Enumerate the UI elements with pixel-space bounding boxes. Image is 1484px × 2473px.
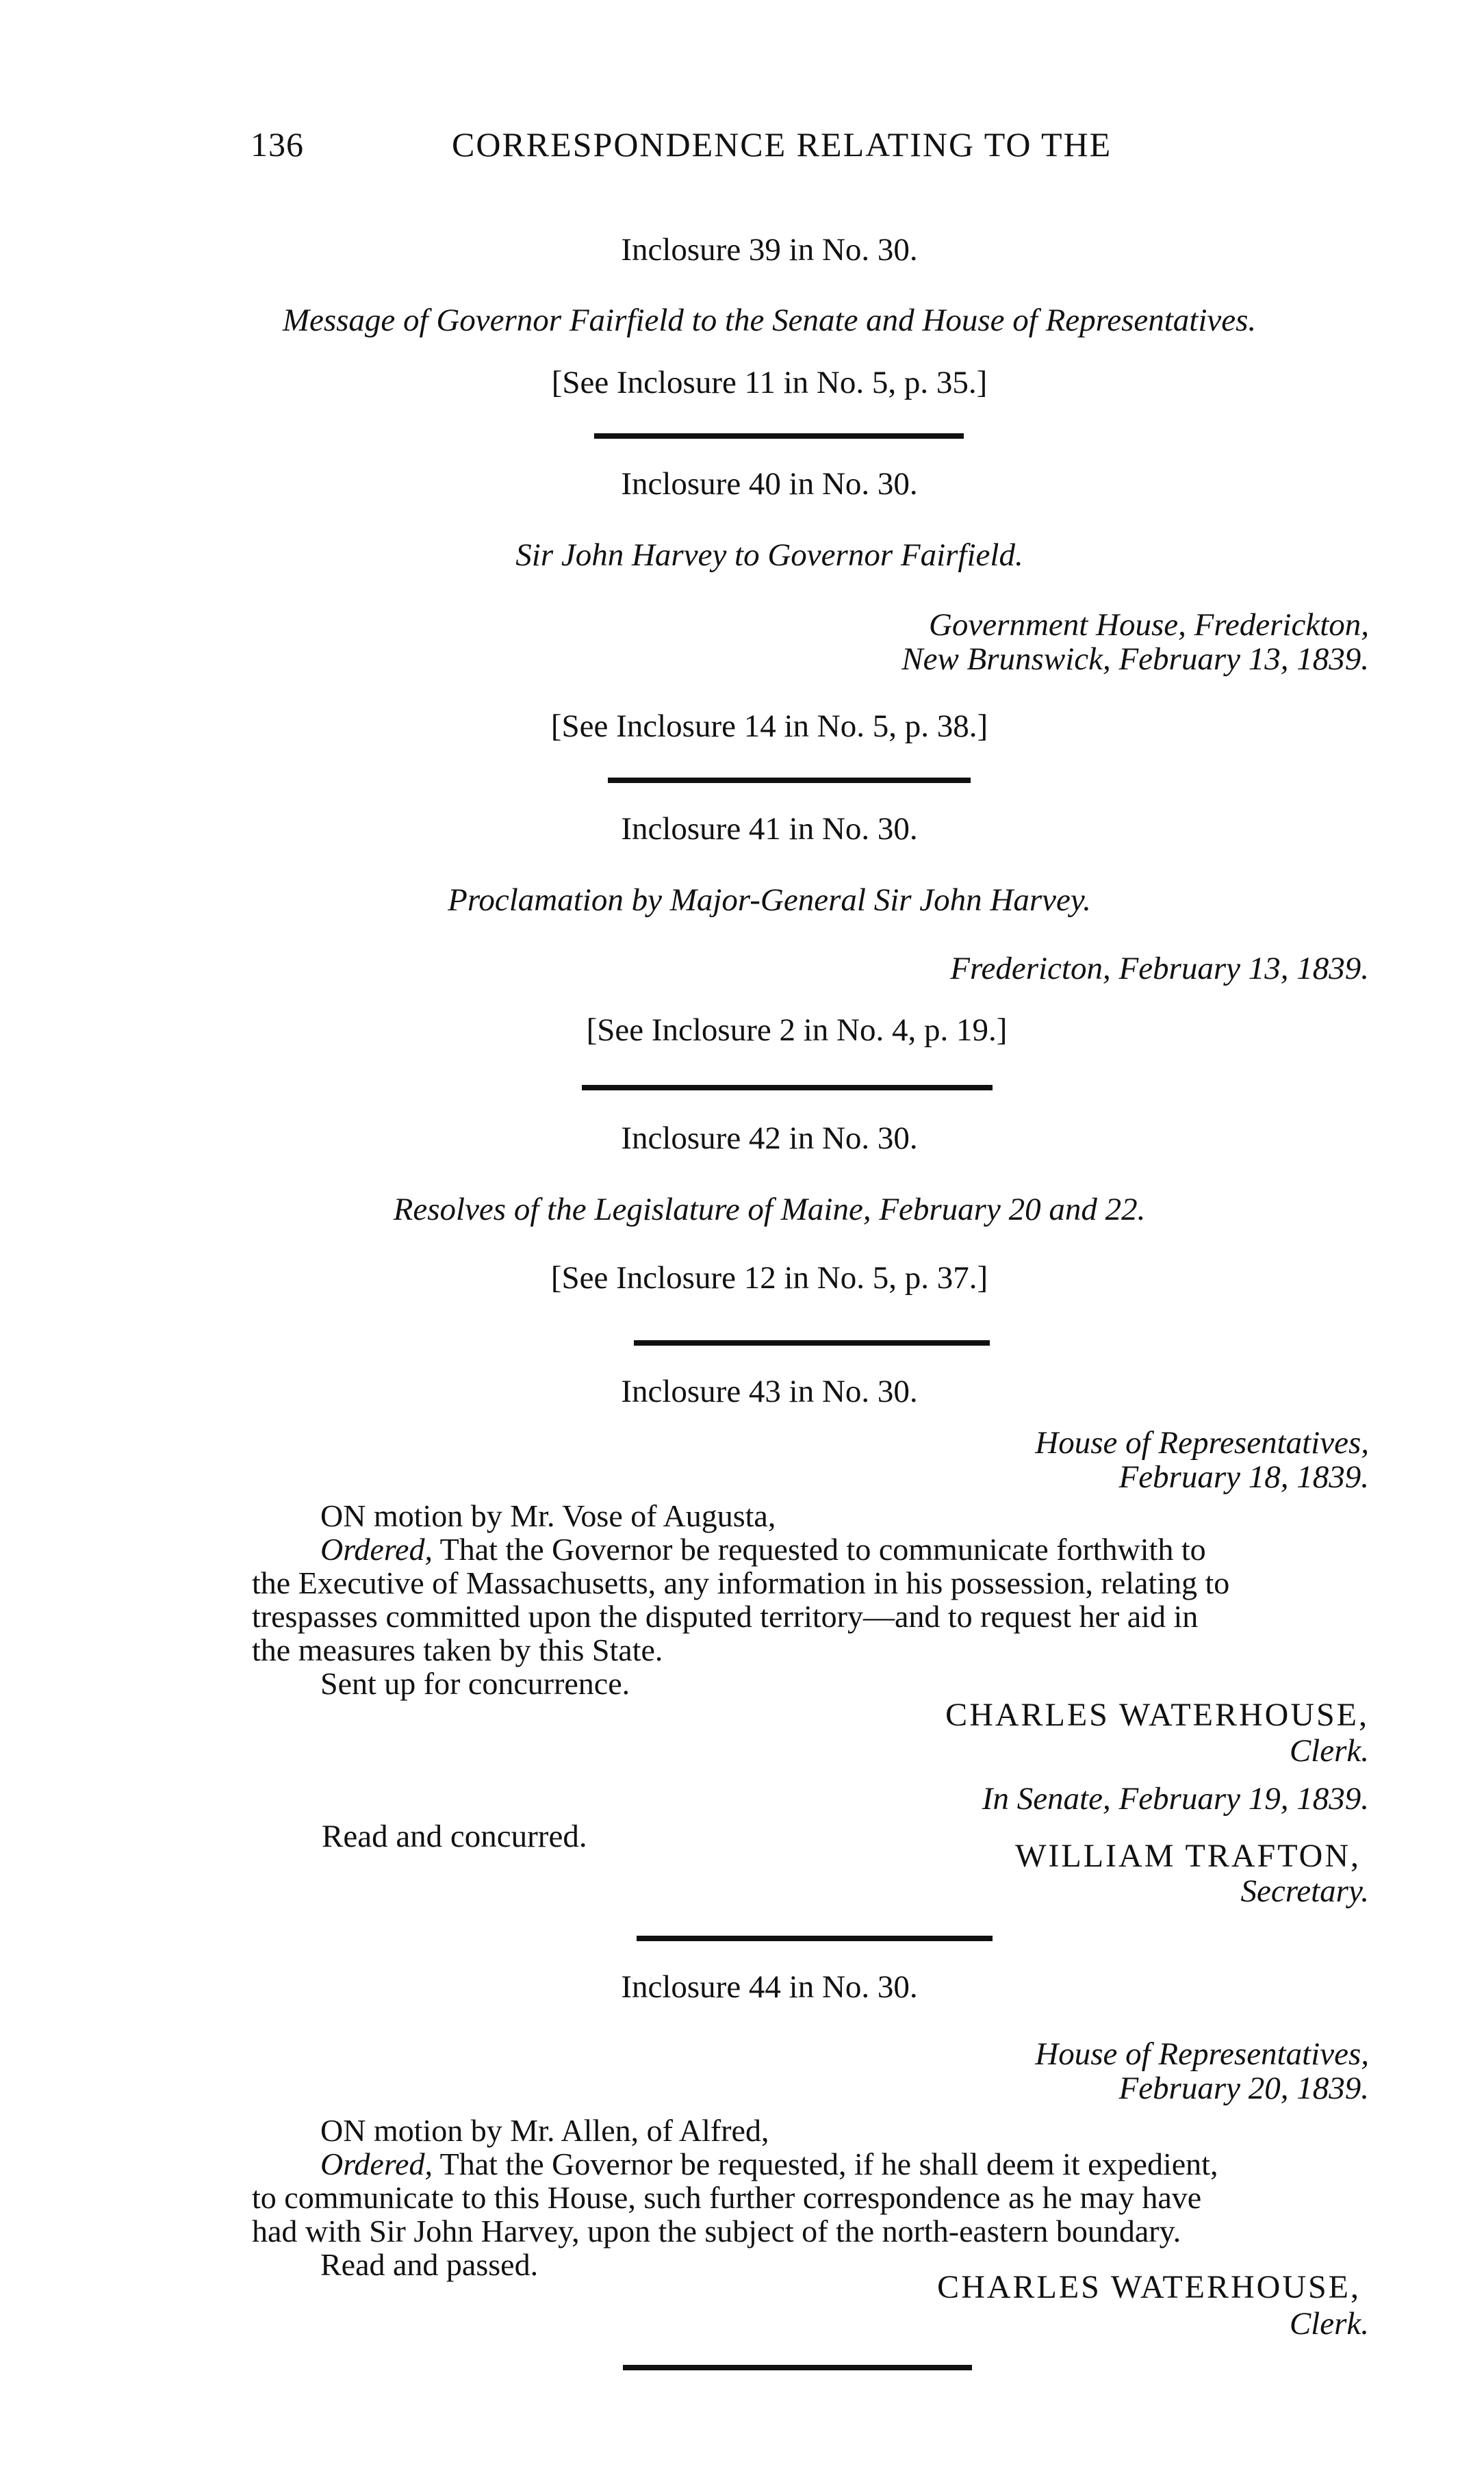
section-divider [608, 778, 971, 783]
section-divider [637, 1936, 993, 1941]
clerk-signature: CHARLES WATERHOUSE, [945, 1697, 1369, 1733]
motion-line: ON motion by Mr. Allen, of Alfred, [320, 2113, 769, 2148]
secretary-title: Secretary. [1240, 1873, 1369, 1909]
ordered-line-2: to communicate to this House, such further correspondence as he may have [252, 2180, 1202, 2215]
clerk-signature-2: CHARLES WATERHOUSE, [937, 2269, 1361, 2305]
sent-up-line: Sent up for concurrence. [320, 1666, 630, 1701]
senate-date: In Senate, February 19, 1839. [982, 1781, 1369, 1817]
ordered-line-4: the measures taken by this State. [252, 1632, 663, 1667]
inclosure-41-heading: Inclosure 41 in No. 30. [621, 811, 918, 847]
clerk-title-2: Clerk. [1289, 2306, 1369, 2342]
inclosure-39-reference: [See Inclosure 11 in No. 5, p. 35.] [551, 365, 988, 400]
inclosure-41-title: Proclamation by Major-General Sir John Harvey. [448, 882, 1091, 918]
ordered-text-1: That the Governor be requested to communicate forthwith to [432, 1532, 1206, 1567]
inclosure-42-heading: Inclosure 42 in No. 30. [621, 1120, 918, 1156]
inclosure-44-place-line1: House of Representatives, [1035, 2036, 1369, 2072]
inclosure-42-title: Resolves of the Legislature of Maine, February 20 and 22. [393, 1192, 1146, 1227]
inclosure-44-body [252, 2114, 1368, 2281]
passed-line: Read and passed. [320, 2247, 539, 2282]
inclosure-39-heading: Inclosure 39 in No. 30. [621, 232, 918, 268]
page-number: 136 [251, 125, 304, 164]
inclosure-41-reference: [See Inclosure 2 in No. 4, p. 19.] [586, 1012, 1008, 1048]
inclosure-40-place-line1: Government House, Frederickton, [928, 607, 1369, 643]
inclosure-41-date: Fredericton, February 13, 1839. [950, 951, 1369, 986]
running-title: CORRESPONDENCE RELATING TO THE [452, 125, 1112, 164]
ordered-line-1 [252, 1533, 1368, 1566]
ordered-line-3: trespasses committed upon the disputed territory—and to request her aid in [252, 1599, 1199, 1634]
inclosure-40-reference: [See Inclosure 14 in No. 5, p. 38.] [550, 708, 988, 744]
inclosure-44-heading: Inclosure 44 in No. 30. [621, 1969, 918, 2005]
secretary-signature: WILLIAM TRAFTON, [1015, 1838, 1361, 1874]
section-divider [582, 1085, 993, 1090]
section-divider [623, 2365, 972, 2370]
ordered-line-1 [252, 2147, 1368, 2181]
clerk-title: Clerk. [1289, 1733, 1369, 1769]
inclosure-43-place-line1: House of Representatives, [1035, 1425, 1369, 1461]
ordered-text-1: That the Governor be requested, if he shall deem it expedient, [432, 2147, 1218, 2181]
inclosure-40-title: Sir John Harvey to Governor Fairfield. [515, 537, 1023, 573]
section-divider [594, 433, 964, 439]
inclosure-40-heading: Inclosure 40 in No. 30. [621, 466, 918, 502]
inclosure-39-title: Message of Governor Fairfield to the Senate and House of Representatives. [282, 303, 1257, 338]
inclosure-43-place-line2: February 18, 1839. [1118, 1459, 1369, 1495]
ordered-label: Ordered, [320, 2147, 433, 2181]
inclosure-40-place-line2: New Brunswick, February 13, 1839. [901, 641, 1369, 677]
inclosure-42-reference: [See Inclosure 12 in No. 5, p. 37.] [550, 1260, 988, 1296]
motion-line: ON motion by Mr. Vose of Augusta, [320, 1498, 776, 1533]
inclosure-44-place-line2: February 20, 1839. [1118, 2071, 1369, 2106]
concurred-line: Read and concurred. [322, 1819, 587, 1854]
ordered-line-3: had with Sir John Harvey, upon the subject of the north-eastern boundary. [252, 2214, 1181, 2248]
inclosure-43-body [252, 1499, 1368, 1700]
ordered-label: Ordered, [320, 1532, 433, 1567]
ordered-line-2: the Executive of Massachusetts, any information in his possession, relating to [252, 1565, 1230, 1600]
inclosure-43-heading: Inclosure 43 in No. 30. [621, 1374, 918, 1409]
section-divider [634, 1340, 990, 1346]
